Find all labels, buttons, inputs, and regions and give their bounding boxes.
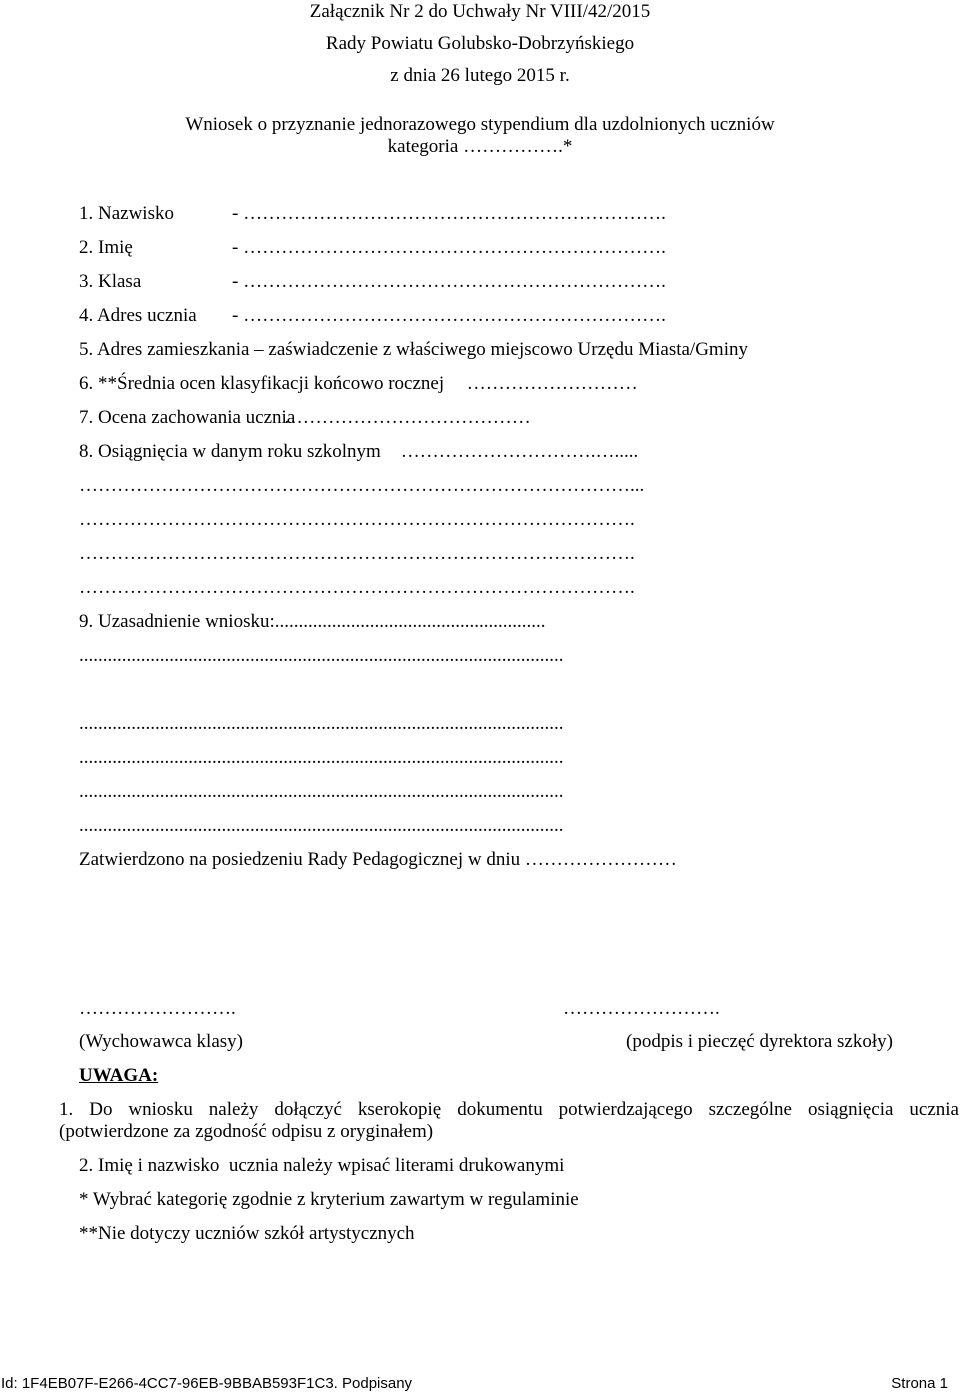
note-item-1: 1. Do wniosku należy dołączyć kserokopię dokumentu potwierdzającego szczególne osiągnięcia ucznia (potwierdzone za zgodność odpisu z oryginałem) bbox=[59, 1099, 959, 1142]
note-item-3: * Wybrać kategorię zgodnie z kryterium zawartym w regulaminie bbox=[79, 1189, 579, 1210]
justification-line: ...................................................................................................... bbox=[79, 713, 564, 734]
justification-line: ...................................................................................................... bbox=[79, 781, 564, 802]
field-adres-zamieszkania-label: 5. Adres zamieszkania – zaświadczenie z właściwego miejscowo Urzędu Miasta/Gminy bbox=[79, 339, 748, 360]
achievement-line: ……………………………………………………………………………... bbox=[79, 475, 645, 496]
field-srednia-label: 6. **Średnia ocen klasyfikacji końcowo rocznej bbox=[79, 373, 445, 394]
justification-label: 9. Uzasadnienie wniosku:......................................................... bbox=[79, 611, 546, 632]
form-title-category: kategoria …………….* bbox=[387, 136, 573, 157]
justification-line: ...................................................................................................... bbox=[79, 815, 564, 836]
justification-line: ...................................................................................................... bbox=[79, 645, 564, 666]
header-line-2: Rady Powiatu Golubsko-Dobrzyńskiego bbox=[325, 33, 635, 54]
achievement-line: ……………………………………………………………………………. bbox=[79, 577, 635, 598]
field-osiagniecia-value: ………………………….…..... bbox=[396, 441, 639, 462]
field-imie-value: - …………………………………………………………. bbox=[232, 237, 666, 258]
achievement-line: ……………………………………………………………………………. bbox=[79, 509, 635, 530]
field-srednia-value: ……………………… bbox=[462, 373, 638, 394]
header-line-3: z dnia 26 lutego 2015 r. bbox=[390, 65, 570, 86]
field-nazwisko-value: - …………………………………………………………. bbox=[232, 203, 666, 224]
signature-right-dots: ……………………. bbox=[563, 998, 720, 1019]
field-nazwisko-label: 1. Nazwisko bbox=[79, 203, 174, 224]
field-adres-label: 4. Adres ucznia bbox=[79, 305, 197, 326]
signature-left-label: (Wychowawca klasy) bbox=[79, 1031, 243, 1052]
achievement-line: ……………………………………………………………………………. bbox=[79, 543, 635, 564]
note-item-4: **Nie dotyczy uczniów szkół artystycznych bbox=[79, 1223, 415, 1244]
field-klasa-label: 3. Klasa bbox=[79, 271, 142, 292]
notes-heading: UWAGA: bbox=[79, 1065, 159, 1086]
note-item-2: 2. Imię i nazwisko ucznia należy wpisać literami drukowanymi bbox=[79, 1155, 565, 1176]
justification-line: ...................................................................................................... bbox=[79, 747, 564, 768]
field-imie-label: 2. Imię bbox=[79, 237, 133, 258]
field-osiagniecia-label: 8. Osiągnięcia w danym roku szkolnym bbox=[79, 441, 381, 462]
approval-line: Zatwierdzono na posiedzeniu Rady Pedagogicznej w dniu …………………… bbox=[79, 849, 677, 870]
footer-page-number: Strona 1 bbox=[891, 1375, 948, 1392]
signature-left-dots: ……………………. bbox=[79, 998, 236, 1019]
form-title: Wniosek o przyznanie jednorazowego stypendium dla uzdolnionych uczniów bbox=[185, 114, 775, 135]
signature-right-label: (podpis i pieczęć dyrektora szkoły) bbox=[626, 1031, 893, 1052]
field-zachowanie-label: 7. Ocena zachowania ucznia bbox=[79, 407, 296, 428]
field-klasa-value: - …………………………………………………………. bbox=[232, 271, 666, 292]
field-zachowanie-value: ………………………………… bbox=[279, 407, 531, 428]
field-adres-value: - …………………………………………………………. bbox=[232, 305, 666, 326]
header-line-1: Załącznik Nr 2 do Uchwały Nr VIII/42/2015 bbox=[309, 1, 651, 22]
footer-document-id: Id: 1F4EB07F-E266-4CC7-96EB-9BBAB593F1C3. Podpisany bbox=[1, 1375, 413, 1392]
